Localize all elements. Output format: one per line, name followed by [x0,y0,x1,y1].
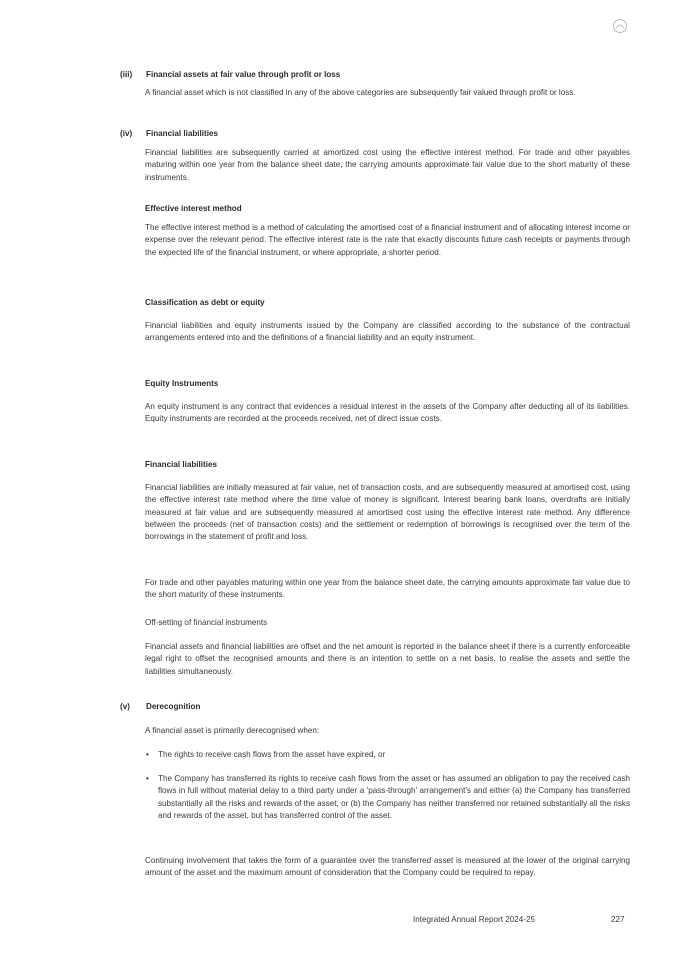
paragraph: Off-setting of financial instruments [145,618,268,627]
paragraph: Financial liabilities are initially measured at fair value, net of transaction costs, and are subsequently measured at amortised cost, using the effective interest rate method where the time value of money is significant. Interest bearing bank loans, overdrafts are initially measured at fair value and are subsequently measured at amortised cost using the effective interest rate method. Any difference between the proceeds (net of transaction costs) and the settlement or redemption of borrowings is recognised over the term of the borrowings in the statement of profit and loss. [145,483,630,542]
paragraph: Financial liabilities and equity instruments issued by the Company are classified according to the substance of the contractual arrangements entered into and the definitions of a financial liability and an equity instrument. [145,321,630,343]
subheading-financial-liabilities: Financial liabilities [145,460,217,469]
page-number: 227 [611,915,625,924]
paragraph: A financial asset is primarily derecognised when: [145,726,320,735]
section-heading-iv: (iv) Financial liabilities [120,129,218,138]
paragraph: Financial assets and financial liabilities are offset and the net amount is reported in the balance sheet if there is a currently enforceable legal right to offset the recognised amounts and there is an intention to settle on a net basis, to realise the assets and settle the liabilities simultaneously. [145,642,630,676]
paragraph: For trade and other payables maturing within one year from the balance sheet date, the carrying amounts approximate fair value due to the short maturity of these instruments. [145,578,630,600]
bullet-icon: • [146,774,149,783]
paragraph: The effective interest method is a method of calculating the amortised cost of a financial instrument and of allocating interest income or expense over the relevant period. The effective interest rate is the rate that exactly discounts future cash receipts or payments through the expected life of the financial instrument, or where appropriate, a shorter period. [145,223,630,257]
section-heading-v: (v) Derecognition [120,702,201,711]
subheading-effective-interest-method: Effective interest method [145,204,242,213]
subheading-classification: Classification as debt or equity [145,298,265,307]
list-item: The Company has transferred its rights to receive cash flows from the asset or has assumed an obligation to pay the received cash flows in full without material delay to a third party under a 'pass-through' arrangement's and either (a) the Company has transferred substantially all the risks and rewards of the asset, or (b) the Company has neither transferred nor retained substantially all the risks and rewards of the asset, but has transferred control of the asset. [158,774,630,820]
footer-report-title: Integrated Annual Report 2024-25 [413,915,535,924]
section-heading-iii: (iii) Financial assets at fair value through profit or loss [120,70,341,79]
paragraph: Continuing involvement that takes the form of a guarantee over the transferred asset is measured at the lower of the original carrying amount of the asset and the maximum amount of consideration that the Company could be required to repay. [145,856,630,878]
subheading-equity-instruments: Equity Instruments [145,379,219,388]
list-item: The rights to receive cash flows from the asset have expired, or [158,750,386,759]
paragraph: An equity instrument is any contract that evidences a residual interest in the assets of the Company after deducting all of its liabilities. Equity instruments are recorded at the proceeds received, net of direct issue costs. [145,402,630,424]
paragraph: A financial asset which is not classified in any of the above categories are subsequently fair valued through profit or loss. [145,88,576,97]
bullet-icon: • [146,750,149,759]
paragraph: Financial liabilities are subsequently carried at amortized cost using the effective interest method. For trade and other payables maturing within one year from the balance sheet date, the carrying amounts approximate fair value due to the short maturity of these instruments. [145,148,630,182]
company-emblem-icon [612,18,628,34]
